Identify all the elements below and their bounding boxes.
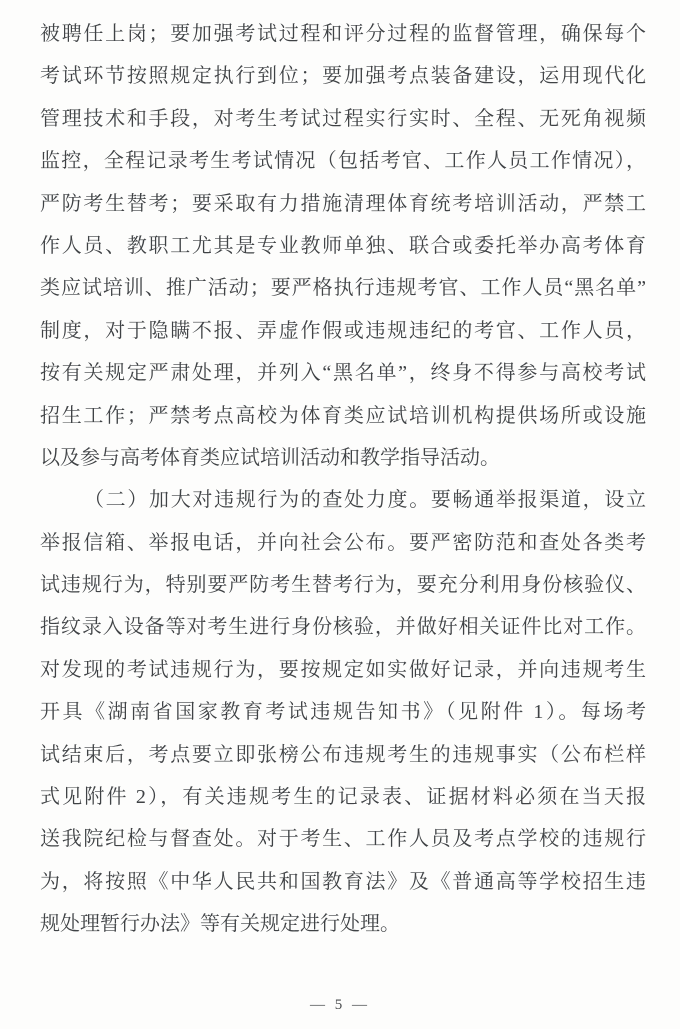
text-line: 招生工作；严禁考点高校为体育类应试培训机构提供场所或设施 [40,404,646,427]
text-line: 为，将按照《中华人民共和国教育法》及《普通高等学校招生违 [40,870,646,893]
text-line: 指纹录入设备等对考生进行身份核验，并做好相关证件比对工作。 [40,616,646,639]
text-line: 对发现的考试违规行为，要按规定如实做好记录，并向违规考生 [40,658,646,681]
text-line: 按有关规定严肃处理，并列入“黑名单”，终身不得参与高校考试 [40,362,646,385]
text-line: 举报信箱、举报电话，并向社会公布。要严密防范和查处各类考 [40,531,646,554]
text-line: 试违规行为，特别要严防考生替考行为，要充分利用身份核验仪、 [40,574,646,597]
text-line: 制度，对于隐瞒不报、弄虚作假或违规违纪的考官、工作人员， [40,319,646,342]
text-line: 严防考生替考；要采取有力措施清理体育统考培训活动，严禁工 [40,192,646,215]
text-line: 监控，全程记录考生考试情况（包括考官、工作人员工作情况）， [40,150,646,173]
document-body-text [40,13,646,946]
page-number: — 5 — [310,997,370,1013]
text-line: 开具《湖南省国家教育考试违规告知书》（见附件 1）。每场考 [40,701,646,724]
text-line: 作人员、教职工尤其是专业教师单独、联合或委托举办高考体育 [40,234,646,257]
text-line: 试结束后，考点要立即张榜公布违规考生的违规事实（公布栏样 [40,743,646,766]
text-line-paragraph-end: 规处理暂行办法》等有关规定进行处理。 [40,913,400,936]
text-line-paragraph-end: 以及参与高考体育类应试培训活动和教学指导活动。 [40,446,500,469]
text-line: 考试环节按照规定执行到位；要加强考点装备建设，运用现代化 [40,65,646,88]
text-line: 式见附件 2），有关违规考生的记录表、证据材料必须在当天报 [40,786,646,809]
text-line-paragraph-start: （二）加大对违规行为的查处力度。要畅通举报渠道，设立 [84,489,646,512]
text-line: 被聘任上岗；要加强考试过程和评分过程的监督管理，确保每个 [40,23,646,45]
text-line: 类应试培训、推广活动；要严格执行违规考官、工作人员“黑名单” [40,277,646,300]
text-line: 送我院纪检与督查处。对于考生、工作人员及考点学校的违规行 [40,828,646,851]
text-line: 管理技术和手段，对考生考试过程实行实时、全程、无死角视频 [40,107,646,130]
